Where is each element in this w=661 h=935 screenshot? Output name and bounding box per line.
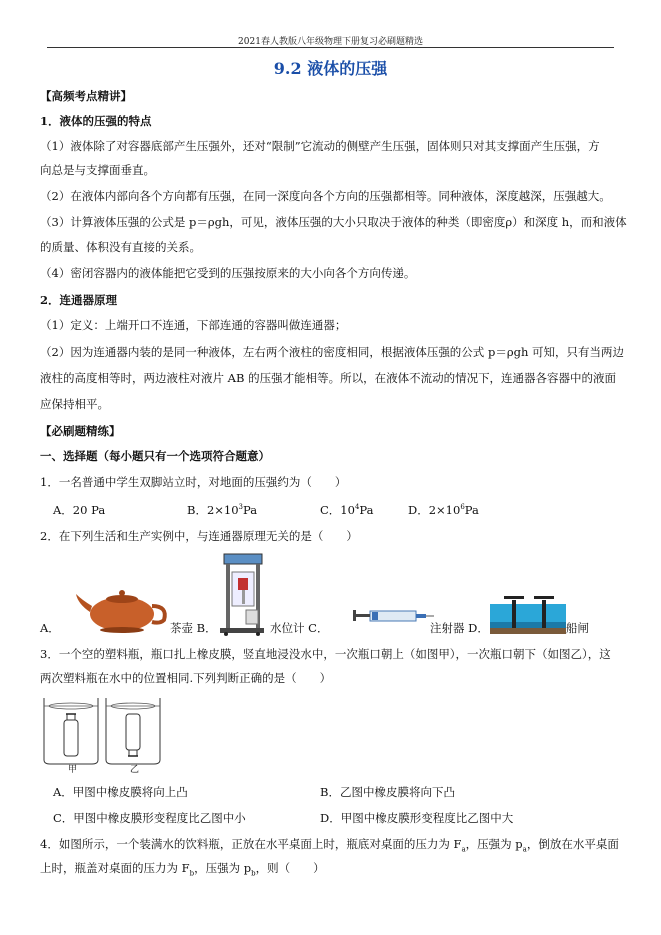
question-3-stem-cont: 两次塑料瓶在水中的位置相同.下列判断正确的是（ ） [40,671,332,685]
water-level-gauge-image [216,552,268,636]
paragraph: （1）液体除了对容器底部产生压强外，还对“限制”它流动的侧壁产生压强，固体则只对其支撑面产生压强，方 [40,139,600,153]
q2-label-teapot: 茶壶 B． [170,621,217,635]
q1-option-c: C．$10^4Pa$ [320,503,374,517]
paragraph: （1）定义：上端开口不连通，下部连通的容器叫做连通器； [40,318,347,332]
figure-label-jia: 甲 [68,765,78,775]
q1-option-d: D．$2\times 10^6Pa$ [408,503,479,517]
q2-option-a: A． [40,621,60,635]
q3-option-a: A．甲图中橡皮膜将向上凸 [53,785,188,799]
q3-option-b: B．乙图中橡皮膜将向下凸 [320,785,455,799]
paragraph: 液柱的高度相等时，两边液柱对液片 AB 的压强才能相等。所以，在液体不流动的情况下，连通器各容器中的液面 [40,371,617,385]
paragraph: （4）密闭容器内的液体能把它受到的压强按原来的大小向各个方向传递。 [40,266,416,280]
section-heading-key-points: 【高频考点精讲】 [40,89,132,103]
header-divider [47,47,614,48]
q2-label-water-gauge: 水位计 C． [270,621,329,635]
q2-label-ship-lock: 船闸 [566,621,589,635]
topic-heading-liquid-pressure: 1．液体的压强的特点 [40,114,152,128]
q1-option-b: B．$2\times 10^3Pa$ [187,503,258,517]
page-header: 2021春人教版八年级物理下册复习必刷题精选 [238,37,423,47]
ship-lock-image [490,592,566,634]
page-title: 9.2 液体的压强 [273,59,388,78]
q1-option-a: A．20 Pa [53,503,106,517]
figure-label-yi: 乙 [130,765,140,775]
paragraph: （2）因为连通器内装的是同一种液体，左右两个液柱的密度相同，根据液体压强的公式 p＝ρgh 可知，只有当两边 [40,345,625,359]
paragraph: 应保持相平。 [40,397,109,411]
question-4-stem-cont: 上时，瓶盖对桌面的压力为 $F_b$，压强为 $p_b$，则（ ） [40,861,325,878]
question-2-stem: 2．在下列生活和生产实例中，与连通器原理无关的是（ ） [40,529,358,543]
question-1-stem: 1．一名普通中学生双脚站立时，对地面的压强约为（ ） [40,475,347,489]
bottles-in-water-diagram [40,692,164,772]
paragraph: （3）计算液体压强的公式是 p＝ρgh，可见，液体压强的大小只取决于液体的种类（即密度ρ）和深度 h，而和液体 [40,215,627,229]
paragraph: （2）在液体内部向各个方向都有压强，在同一深度向各个方向的压强都相等。同种液体，深度越深，压强越大。 [40,189,611,203]
question-4-stem: 4．如图所示，一个装满水的饮料瓶，正放在水平桌面上时，瓶底对桌面的压力为 $F_a$，压强为 $p_a$，倒放在水平桌面 [40,837,619,854]
part-heading-choice: 一、选择题（每小题只有一个选项符合题意） [40,449,270,463]
paragraph: 向总是与支撑面垂直。 [40,163,155,177]
paragraph: 的质量、体积没有直接的关系。 [40,240,201,254]
topic-heading-connected-vessels: 2．连通器原理 [40,293,118,307]
teapot-image [74,584,170,634]
q3-option-c: C．甲图中橡皮膜形变程度比乙图中小 [53,811,246,825]
q3-option-d: D．甲图中橡皮膜形变程度比乙图中大 [320,811,514,825]
question-3-stem: 3．一个空的塑料瓶，瓶口扎上橡皮膜，竖直地浸没水中，一次瓶口朝上（如图甲），一次瓶口朝下（如图乙），这 [40,647,611,661]
syringe-image [352,605,434,627]
q2-label-syringe: 注射器 D． [430,621,489,635]
section-heading-exercises: 【必刷题精练】 [40,424,121,438]
